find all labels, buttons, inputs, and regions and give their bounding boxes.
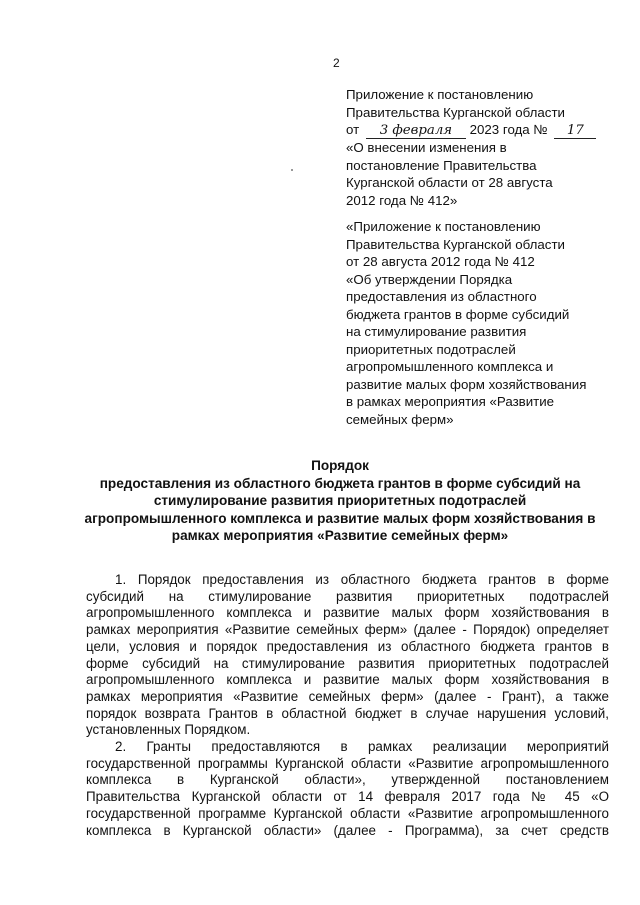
- title-line: стимулирование развития приоритетных подотраслей: [153, 493, 527, 508]
- quoted-line: развитие малых форм хозяйствования: [346, 376, 587, 392]
- paragraph-1-line: форме субсидий на стимулирование развития приоритетных подотраслей: [86, 655, 609, 671]
- paragraph-2-line: комплекса в Курганской области», утвержденной постановлением: [86, 772, 609, 788]
- quoted-line: «Об утверждении Порядка: [346, 271, 513, 287]
- appendix-header: [346, 86, 616, 209]
- title-heading: Порядок: [311, 458, 369, 473]
- paragraph-2-line: 2. Гранты предоставляются в рамках реализации мероприятий: [115, 739, 609, 755]
- paragraph-2-line: Правительства Курганской области от 14 февраля 2017 года № 45 «О: [86, 789, 609, 805]
- document-title: [60, 457, 620, 545]
- appendix-line: Правительства Курганской области: [346, 104, 565, 120]
- year-label: 2023 года №: [469, 122, 548, 137]
- title-line: рамках мероприятия «Развитие семейных ферм»: [171, 528, 509, 543]
- quoted-line: от 28 августа 2012 года № 412: [346, 254, 535, 269]
- paragraph-2-line: государственной программы Курганской области «Развитие агропромышленного: [86, 755, 609, 771]
- quoted-line: агропромышленного комплекса и: [346, 359, 554, 374]
- paragraph-2-line: государственной программе Курганской области «Развитие агропромышленного: [86, 805, 609, 821]
- quoted-line: на стимулирование развития: [346, 324, 527, 339]
- quoted-line: Правительства Курганской области: [346, 236, 565, 252]
- paragraph-1-line: установленных Порядком.: [86, 722, 251, 738]
- handwritten-date: 3 февраля: [366, 123, 466, 139]
- quoted-line: семейных ферм»: [346, 411, 454, 427]
- document-body: [86, 572, 609, 839]
- quoted-line: приоритетных подотраслей: [346, 341, 516, 357]
- quoted-line: бюджета грантов в форме субсидий: [346, 306, 570, 322]
- appendix-line: «О внесении изменения в: [346, 140, 507, 155]
- quoted-line: в рамках мероприятия «Развитие: [346, 394, 555, 409]
- quoted-line: «Приложение к постановлению: [346, 219, 541, 234]
- paragraph-1-line: агропромышленного комплекса и развитие малых форм хозяйствования в: [86, 672, 609, 688]
- quoted-appendix: [346, 218, 616, 428]
- paragraph-1-line: 1. Порядок предоставления из областного бюджета грантов в форме: [115, 572, 609, 587]
- appendix-line: Курганской области от 28 августа: [346, 175, 553, 190]
- paragraph-1-line: цели, условия и порядок предоставления из областного бюджета грантов в: [86, 638, 609, 654]
- date-prefix: от: [346, 122, 360, 137]
- date-number-line: [346, 121, 616, 139]
- paragraph-1-line: субсидий на стимулирование развития приоритетных подотраслей: [86, 588, 609, 604]
- appendix-line: постановление Правительства: [346, 157, 537, 173]
- page-number: 2: [333, 56, 340, 70]
- appendix-line: 2012 года № 412»: [346, 192, 458, 208]
- title-line: предоставления из областного бюджета грантов в форме субсидий на: [99, 475, 581, 491]
- paragraph-1-line: агропромышленного комплекса и развитие малых форм хозяйствования в: [86, 605, 609, 621]
- paragraph-1-line: рамках мероприятия «Развитие семейных ферм» (далее - Порядок) определяет: [86, 622, 609, 638]
- quoted-line: предоставления из областного: [346, 289, 537, 304]
- handwritten-number: 17: [554, 123, 596, 139]
- appendix-line: Приложение к постановлению: [346, 87, 534, 102]
- paragraph-2-line: комплекса в Курганской области» (далее - Программа), за счет средств: [86, 822, 609, 838]
- paragraph-1-line: порядок возврата Грантов в областной бюджет в случае нарушения условий,: [86, 705, 609, 721]
- scan-speck: [291, 169, 293, 171]
- paragraph-1-line: рамках мероприятия «Развитие семейных ферм» (далее - Грант), а также: [86, 688, 609, 704]
- title-line: агропромышленного комплекса и развитие малых форм хозяйствования в: [84, 510, 596, 526]
